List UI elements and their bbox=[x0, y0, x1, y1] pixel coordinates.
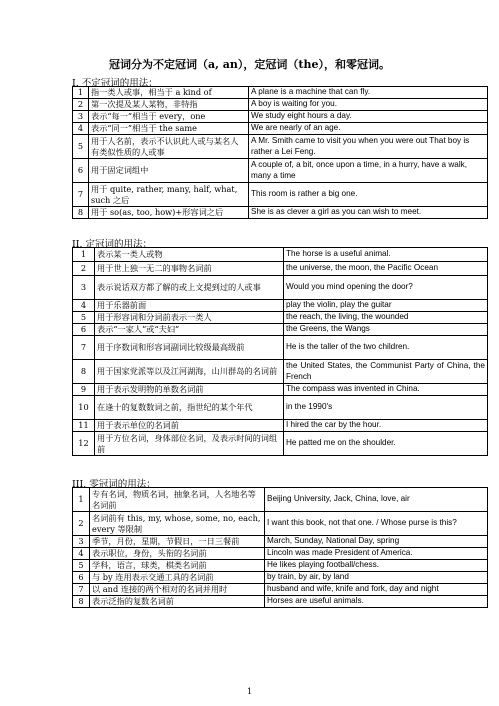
table-row bbox=[73, 488, 488, 512]
usage-cell: 表示“每一”相当于 every，one bbox=[89, 111, 249, 123]
row-number: 8 bbox=[73, 360, 95, 384]
table-row bbox=[73, 596, 488, 608]
row-number: 7 bbox=[73, 183, 89, 207]
usage-cell: 表示说话双方都了解的或上文提到过的人或事 bbox=[95, 276, 284, 300]
example-cell: This room is rather a big one. bbox=[249, 183, 488, 207]
example-cell: in the 1990's bbox=[284, 396, 488, 420]
example-cell: The horse is a useful animal. bbox=[284, 248, 488, 262]
usage-cell: 用于方位名词，身体部位名词，及表示时间的词组前 bbox=[95, 432, 284, 456]
example-cell: He is the taller of the two children. bbox=[284, 336, 488, 360]
example-cell: Beijing University, Jack, China, love, air bbox=[265, 488, 488, 512]
row-number: 8 bbox=[73, 596, 90, 608]
example-cell: We are nearly of an age. bbox=[249, 123, 488, 135]
table-row bbox=[73, 159, 488, 183]
row-number: 5 bbox=[73, 560, 90, 572]
table-row bbox=[73, 300, 488, 312]
page-number: 1 bbox=[246, 687, 253, 696]
usage-cell: 用于表示单位的名词前 bbox=[95, 420, 284, 432]
usage-cell: 表示“一家人”或“夫妇” bbox=[95, 324, 284, 336]
usage-cell: 学科，语言，球类，棋类名词前 bbox=[90, 560, 265, 572]
table-row bbox=[73, 548, 488, 560]
row-number: 3 bbox=[73, 111, 89, 123]
example-cell: husband and wife, knife and fork, day and night bbox=[265, 584, 488, 596]
row-number: 7 bbox=[73, 336, 95, 360]
example-cell: the universe, the moon, the Pacific Ocean bbox=[284, 262, 488, 276]
example-cell: A plane is a machine that can fly. bbox=[249, 87, 488, 99]
usage-cell: 用于序数词和形容词副词比较级最高级前 bbox=[95, 336, 284, 360]
indefinite-article-table bbox=[72, 86, 488, 219]
table-row bbox=[73, 396, 488, 420]
row-number: 4 bbox=[73, 123, 89, 135]
row-number: 1 bbox=[73, 87, 89, 99]
section-heading-definite: II. 定冠词的用法： bbox=[72, 239, 153, 250]
usage-cell: 季节，月份，星期，节假日，一日三餐前 bbox=[90, 536, 265, 548]
usage-cell: 与 by 连用表示交通工具的名词前 bbox=[90, 572, 265, 584]
table-row bbox=[73, 312, 488, 324]
table-row bbox=[73, 248, 488, 262]
table-row bbox=[73, 336, 488, 360]
row-number: 1 bbox=[73, 488, 90, 512]
example-cell: We study eight hours a day. bbox=[249, 111, 488, 123]
example-cell: A boy is waiting for you. bbox=[249, 99, 488, 111]
zero-article-table bbox=[72, 487, 488, 608]
table-row bbox=[73, 87, 488, 99]
example-cell: He patted me on the shoulder. bbox=[284, 432, 488, 456]
row-number: 2 bbox=[73, 99, 89, 111]
usage-cell: 以 and 连接的两个相对的名词并用时 bbox=[90, 584, 265, 596]
table-row bbox=[73, 536, 488, 548]
table-row bbox=[73, 135, 488, 159]
row-number: 9 bbox=[73, 384, 95, 396]
row-number: 3 bbox=[73, 276, 95, 300]
table-row bbox=[73, 432, 488, 456]
usage-cell: 表示泛指的复数名词前 bbox=[90, 596, 265, 608]
row-number: 4 bbox=[73, 548, 90, 560]
example-cell: March, Sunday, National Day, spring bbox=[265, 536, 488, 548]
table-row bbox=[73, 584, 488, 596]
example-cell: Horses are useful animals. bbox=[265, 596, 488, 608]
row-number: 2 bbox=[73, 262, 95, 276]
row-number: 7 bbox=[73, 584, 90, 596]
section-heading-indefinite: I. 不定冠词的用法： bbox=[72, 78, 158, 89]
table-row bbox=[73, 512, 488, 536]
usage-cell: 指一类人或事，相当于 a kind of bbox=[89, 87, 249, 99]
usage-cell: 在逢十的复数数词之前，指世纪的某个年代 bbox=[95, 396, 284, 420]
usage-cell: 用于固定词组中 bbox=[89, 159, 249, 183]
example-cell: Lincoln was made President of America. bbox=[265, 548, 488, 560]
row-number: 6 bbox=[73, 324, 95, 336]
usage-cell: 用于乐器前面 bbox=[95, 300, 284, 312]
example-cell: She is as clever a girl as you can wish to meet. bbox=[249, 207, 488, 219]
example-cell: the Greens, the Wangs bbox=[284, 324, 488, 336]
row-number: 4 bbox=[73, 300, 95, 312]
row-number: 11 bbox=[73, 420, 95, 432]
row-number: 6 bbox=[73, 572, 90, 584]
usage-cell: 表示某一类人或物 bbox=[95, 248, 284, 262]
usage-cell: 表示职位，身份，头衔的名词前 bbox=[90, 548, 265, 560]
table-row bbox=[73, 560, 488, 572]
usage-cell: 名词前有 this, my, whose, some, no, each, every 等限制 bbox=[90, 512, 265, 536]
example-cell: A Mr. Smith came to visit you when you were out That boy is rather a Lei Feng. bbox=[249, 135, 488, 159]
example-cell: I hired the car by the hour. bbox=[284, 420, 488, 432]
example-cell: play the violin, play the guitar bbox=[284, 300, 488, 312]
table-row bbox=[73, 183, 488, 207]
table-row bbox=[73, 262, 488, 276]
usage-cell: 第一次提及某人某物，非特指 bbox=[89, 99, 249, 111]
definite-article-table bbox=[72, 247, 488, 456]
usage-cell: 用于 so(as, too, how)+形容词之后 bbox=[89, 207, 249, 219]
example-cell: He likes playing football/chess. bbox=[265, 560, 488, 572]
row-number: 2 bbox=[73, 512, 90, 536]
usage-cell: 专有名词，物质名词，抽象名词，人名地名等名词前 bbox=[90, 488, 265, 512]
table-row bbox=[73, 324, 488, 336]
table-row bbox=[73, 572, 488, 584]
row-number: 1 bbox=[73, 248, 95, 262]
table-row bbox=[73, 360, 488, 384]
row-number: 10 bbox=[73, 396, 95, 420]
usage-cell: 用于表示发明物的单数名词前 bbox=[95, 384, 284, 396]
row-number: 8 bbox=[73, 207, 89, 219]
example-cell: the reach, the living, the wounded bbox=[284, 312, 488, 324]
row-number: 5 bbox=[73, 135, 89, 159]
table-row bbox=[73, 420, 488, 432]
table-row bbox=[73, 123, 488, 135]
usage-cell: 表示“同一”相当于 the same bbox=[89, 123, 249, 135]
section-heading-zero: III. 零冠词的用法： bbox=[72, 479, 156, 490]
example-cell: the United States, the Communist Party of China, the French bbox=[284, 360, 488, 384]
example-cell: The compass was invented in China. bbox=[284, 384, 488, 396]
table-row bbox=[73, 384, 488, 396]
row-number: 3 bbox=[73, 536, 90, 548]
row-number: 6 bbox=[73, 159, 89, 183]
usage-cell: 用于国家党派等以及江河湖海，山川群岛的名词前 bbox=[95, 360, 284, 384]
usage-cell: 用于 quite, rather, many, half, what, such 之后 bbox=[89, 183, 249, 207]
example-cell: by train, by air, by land bbox=[265, 572, 488, 584]
example-cell: I want this book, not that one. / Whose purse is this? bbox=[265, 512, 488, 536]
row-number: 5 bbox=[73, 312, 95, 324]
example-cell: A couple of, a bit, once upon a time, in a hurry, have a walk, many a time bbox=[249, 159, 488, 183]
page-title: 冠词分为不定冠词（a, an），定冠词（the），和零冠词。 bbox=[109, 58, 390, 71]
example-cell: Would you mind opening the door? bbox=[284, 276, 488, 300]
table-row bbox=[73, 99, 488, 111]
table-row bbox=[73, 111, 488, 123]
usage-cell: 用于世上独一无二的事物名词前 bbox=[95, 262, 284, 276]
table-row bbox=[73, 207, 488, 219]
row-number: 12 bbox=[73, 432, 95, 456]
table-row bbox=[73, 276, 488, 300]
usage-cell: 用于人名前，表示不认识此人或与某名人有类似性质的人或事 bbox=[89, 135, 249, 159]
usage-cell: 用于形容词和分词前表示一类人 bbox=[95, 312, 284, 324]
